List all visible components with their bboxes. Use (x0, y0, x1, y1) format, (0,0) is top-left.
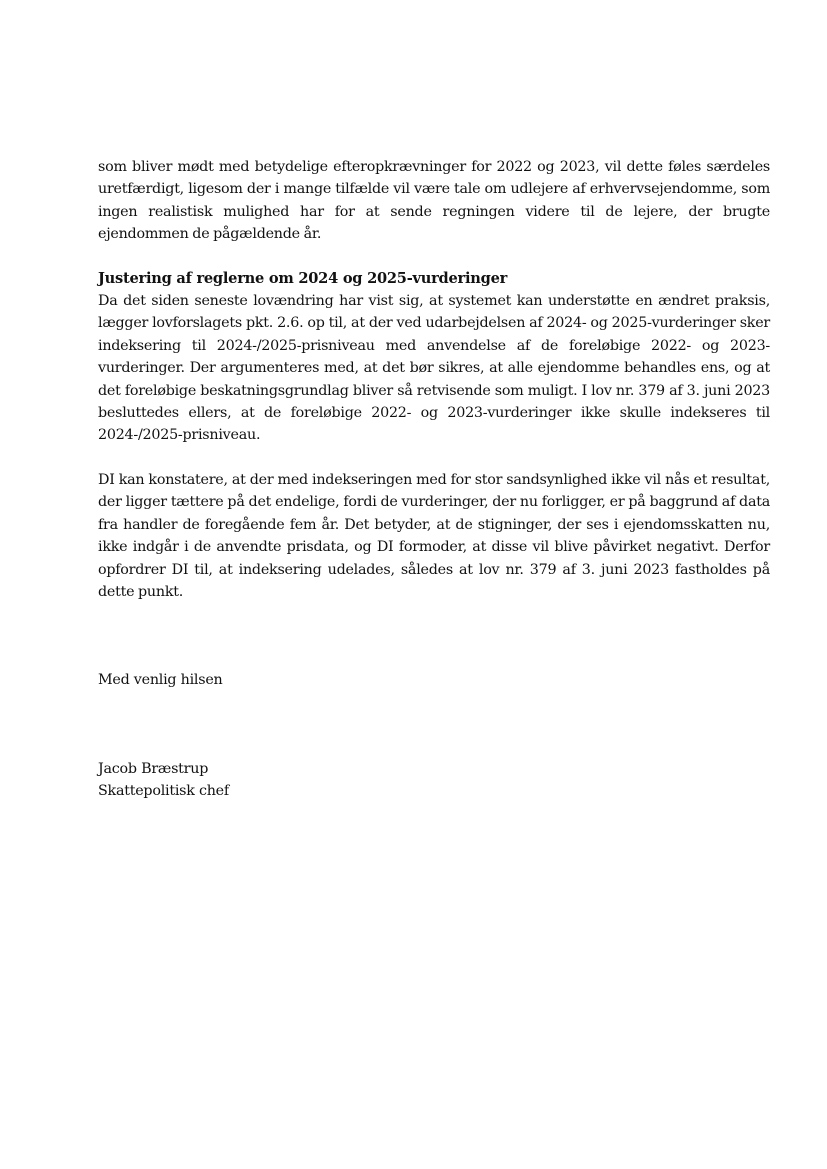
paragraph-spacer (98, 447, 770, 469)
closing-salutation: Med venlig hilsen (98, 672, 223, 689)
signature-block (98, 758, 770, 803)
section-heading: Justering af reglerne om 2024 og 2025-vurderinger (98, 269, 508, 287)
di-statement-paragraph: DI kan konstatere, at der med indekseringen med for stor sandsynlighed ikke vil nås et resultat, der ligger tættere på det endelige, fordi de vurderinger, der nu forligger, er på baggrund af data fra handler de foregående fem år. Det betyder, at de stigninger, der ses i ejendomsskatten nu, ikke indgår i de anvendte prisdata, og DI formoder, at disse vil blive påvirket negativt. Derfor opfordrer DI til, at indeksering udelades, således at lov nr. 379 af 3. juni 2023 fastholdes på dette punkt. (98, 471, 770, 600)
section-body-paragraph: Da det siden seneste lovændring har vist sig, at systemet kan understøtte en ændret praksis, lægger lovforslagets pkt. 2.6. op til, at der ved udarbejdelsen af 2024- og 2025-vurderinger sker indeksering til 2024-/2025-prisniveau med anvendelse af de foreløbige 2022- og 2023-vurderinger. Der argumenteres med, at det bør sikres, at alle ejendomme behandles ens, og at det foreløbige beskatningsgrundlag bliver så retvisende som muligt. I lov nr. 379 af 3. juni 2023 besluttedes ellers, at de foreløbige 2022- og 2023-vurderinger ikke skulle indekseres til 2024-/2025-prisniveau. (98, 293, 770, 444)
intro-paragraph: som bliver mødt med betydelige efteropkrævninger for 2022 og 2023, vil dette føles særdeles uretfærdigt, ligesom der i mange tilfælde vil være tale om udlejere af erhvervsejendomme, som ingen realistisk mulighed har for at sende regningen videre til de lejere, der brugte ejendommen de pågældende år. (98, 159, 770, 243)
letter-page (98, 156, 770, 803)
signatory-name: Jacob Bræstrup (98, 760, 209, 777)
signatory-title: Skattepolitisk chef (98, 783, 229, 800)
